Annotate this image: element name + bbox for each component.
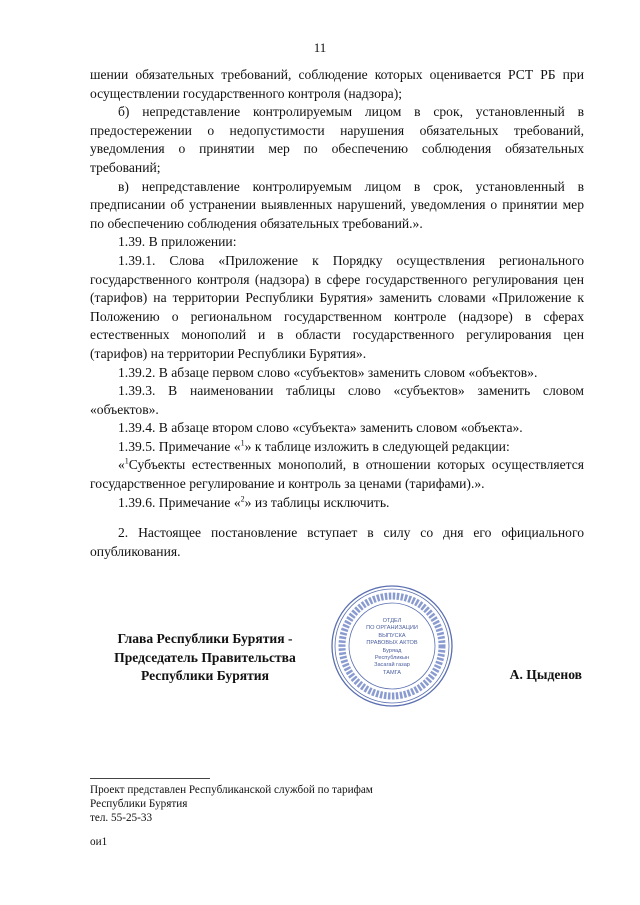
text-run: 1.39.5. Примечание « [118,438,241,454]
paragraph [90,456,584,493]
seal-text-line: ТАМГА [382,669,401,676]
seal-text-line: ПРАВОВЫХ АКТОВ [366,640,418,647]
footnote-line: Проект представлен Республиканской службой по тарифам [90,784,373,796]
footnote-divider [90,778,210,779]
footnote-marker: 1 [124,456,129,466]
paragraph: 1.39.2. В абзаце первом слово «субъектов» заменить словом «объектов». [118,364,538,380]
paragraph: 2. Настоящее постановление вступает в силу со дня его официального опубликования. [90,525,584,559]
footnote [90,783,373,825]
document-body [90,66,584,561]
paragraph: шении обязательных требований, соблюдение которых оценивается РСТ РБ при осуществлении государственного контроля (надзора); [90,67,584,101]
seal-text-line: ВЫПУСКА [378,632,406,639]
text-run: 1.39.6. Примечание « [118,494,241,510]
text-run: » из таблицы исключить. [244,494,390,510]
seal-text-line: ПО ОРГАНИЗАЦИИ [366,625,418,632]
signatory-title-line: Глава Республики Бурятия - [117,631,293,646]
text-run: Субъекты естественных монополий, в отношении которых осуществляется государственное регулирование и контроль за ценами (тарифами).». [90,457,584,492]
signatory-name: А. Цыденов [509,667,582,682]
text-run: « [118,457,125,473]
seal-text-line: ОТДЕЛ [382,618,402,624]
footnote-line: тел. 55-25-33 [90,812,153,824]
paragraph: 1.39.1. Слова «Приложение к Порядку осуществления регионального государственного контроля (надзора) в сфере государственного регулирования цен (тарифов) на территории Республики Бурятия» заменить словами «Приложение к Положению о региональном государственном контроле (надзоре) в сферах естественных монополий и в области государственного регулирования цен (тарифов) на территории Республики Бурятия». [90,252,584,361]
seal-text-line: Буряад [382,647,402,654]
seal-text-line: Засагай газар [374,662,410,669]
paragraph [90,494,584,513]
footnote-line: Республики Бурятия [90,798,188,810]
footnote-marker: 2 [240,494,245,504]
paragraph: 1.39.3. В наименовании таблицы слово «субъектов» заменить словом «объектов». [90,383,584,417]
footnote-marker: 1 [240,438,245,448]
signatory-title-line: Республики Бурятия [140,668,269,683]
text-run: » к таблице изложить в следующей редакции: [244,438,510,454]
paragraph: б) непредставление контролируемым лицом в срок, установленный в предостережении о недопустимости нарушения обязательных требований, уведомления о принятии мер по обеспечению соблюдения обязательных требований; [90,104,584,175]
signatory-title [90,630,320,686]
paragraph: 1.39.4. В абзаце втором слово «субъекта» заменить словом «объекта». [118,420,523,436]
official-seal [330,584,454,708]
file-code: ои1 [90,836,108,848]
paragraph [90,438,584,457]
signatory-title-line: Председатель Правительства [114,649,296,665]
paragraph: в) непредставление контролируемым лицом в срок, установленный в предписании об устранении выявленных нарушений, уведомления о принятии мер по обеспечению соблюдения обязательных требований.». [90,178,584,231]
paragraph: 1.39. В приложении: [118,234,237,250]
seal-text-line: Республикын [374,655,410,661]
page-number: 11 [313,40,327,55]
